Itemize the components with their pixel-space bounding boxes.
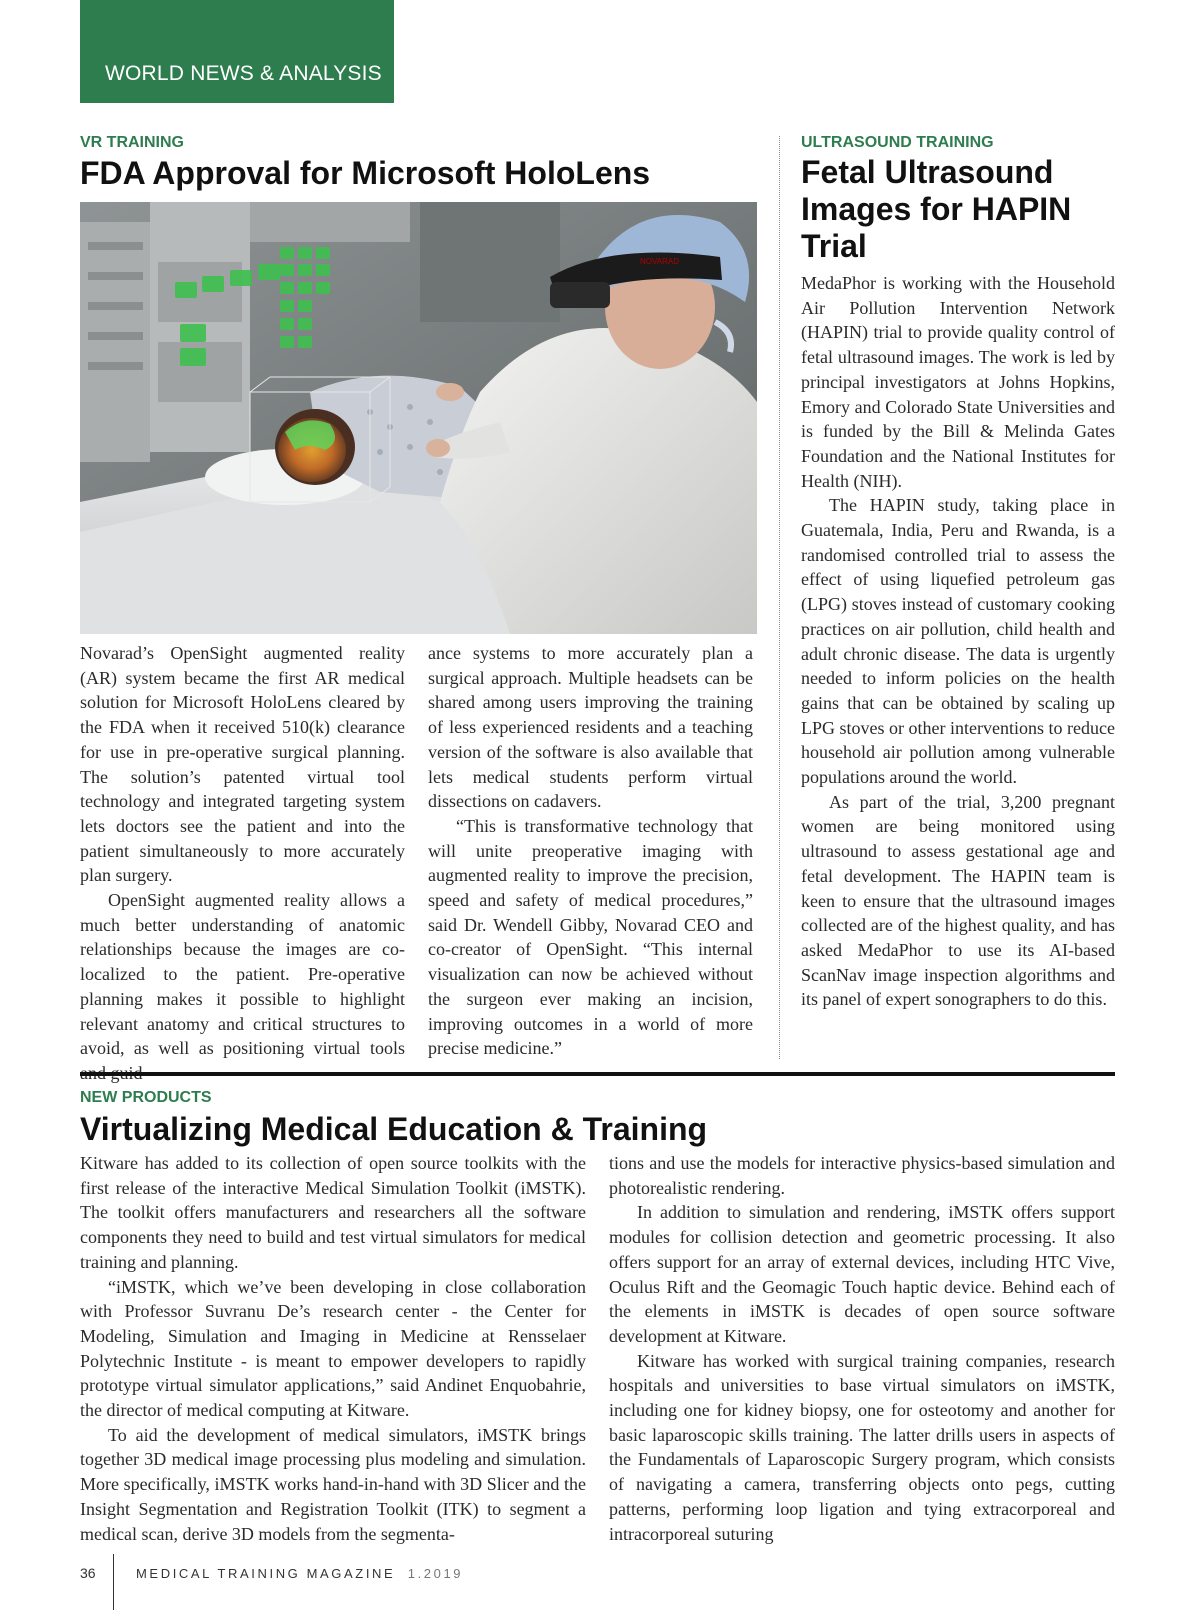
article1-col2-paragraph-2: “This is transformative technology that will unite preoperative imaging with augmented reality to improve the precision, speed and safety of medical procedures,” said Dr. Wendell Gibby, Novarad CEO and co-creator of OpenSight. “This internal visualization can now be achieved without the surgeon ever making an incision, improving outcomes in a world of more precise medicine.” bbox=[428, 815, 753, 1059]
article3-col1-paragraph-1: Kitware has added to its collection of open source toolkits with the first release of the interactive Medical Simulation Toolkit (iMSTK). The toolkit offers manufacturers and researchers all the software components they need to build and test virtual simulators for medical training and planning. bbox=[80, 1153, 586, 1272]
article3-headline: Virtualizing Medical Education & Training bbox=[80, 1111, 708, 1147]
article2-kicker: ULTRASOUND TRAINING bbox=[801, 134, 994, 151]
article2-paragraph-1: MedaPhor is working with the Household Air Pollution Intervention Network (HAPIN) trial to provide quality control of fetal ultrasound images. The work is led by principal investigators at Johns Hopkins, Emory and Colorado State Universities and is funded by the Bill & Melinda Gates Foundation and the National Institutes for Health (NIH). bbox=[801, 273, 1115, 491]
article1-col1-paragraph-1: Novarad’s OpenSight augmented reality (AR) system became the first AR medical solution for Microsoft HoloLens cleared by the FDA when it received 510(k) clearance for use in pre-operative surgical planning. The solution’s patented virtual tool technology and integrated targeting system lets doctors see the patient and into the patient simultaneously to more accurately plan surgery. bbox=[80, 643, 405, 886]
footer-divider bbox=[113, 1554, 114, 1610]
article3-kicker: NEW PRODUCTS bbox=[80, 1089, 212, 1106]
article3-column-2 bbox=[609, 1151, 1115, 1546]
headset-brand-text: NOVARAD bbox=[640, 257, 679, 266]
section-banner-label: WORLD NEWS & ANALYSIS bbox=[105, 62, 382, 85]
page-number: 36 bbox=[80, 1565, 96, 1581]
magazine-name: MEDICAL TRAINING MAGAZINE bbox=[136, 1566, 396, 1581]
footer-magazine-line bbox=[136, 1566, 463, 1581]
article3-col2-paragraph-1: tions and use the models for interactive physics-based simulation and photorealistic rendering. bbox=[609, 1153, 1115, 1198]
article2-headline: Fetal Ultrasound Images for HAPIN Trial bbox=[801, 154, 1072, 264]
section-banner bbox=[80, 0, 394, 103]
article2-column bbox=[801, 271, 1115, 1012]
article1-column-1 bbox=[80, 641, 405, 1086]
surgeon-hololens-illustration bbox=[80, 202, 757, 634]
article3-col1-paragraph-3: To aid the development of medical simulators, iMSTK brings together 3D medical image processing plus modeling and simulation. More specifically, iMSTK works hand-in-hand with 3D Slicer and the Insight Segmentation and Registration Toolkit (ITK) to segment a medical scan, derive 3D models from the segmenta- bbox=[80, 1424, 586, 1544]
article3-col1-paragraph-2: “iMSTK, which we’ve been developing in close collaboration with Professor Suvranu De’s research center - the Center for Modeling, Simulation and Imaging in Medicine at Rensselaer Polytechnic Institute - is meant to empower developers to rapidly prototype virtual simulator applications,” said Andinet Enquobahrie, the director of medical computing at Kitware. bbox=[80, 1276, 586, 1421]
article1-col1-paragraph-2: OpenSight augmented reality allows a much better understanding of anatomic relationships because the images are co-localized to the patient. Pre-operative planning makes it possible to highlight relevant anatomy and critical structures to avoid, as well as positioning virtual tools bbox=[80, 890, 405, 1059]
issue-date: 1.2019 bbox=[407, 1566, 464, 1581]
hololens-photo bbox=[80, 202, 757, 634]
section-rule bbox=[80, 1072, 1115, 1076]
article2-paragraph-3: As part of the trial, 3,200 pregnant women are being monitored using ultrasound to assess gestational age and fetal development. The HAPIN team is keen to ensure that the ultrasound images collected are of the highest quality, and has asked MedaPhor to use its AI-based ScanNav image inspection algorithms and its panel of expert sonographers to do this. bbox=[801, 791, 1115, 1010]
article2-paragraph-2: The HAPIN study, taking place in Guatemala, India, Peru and Rwanda, is a randomised controlled trial to assess the effect of using liquefied petroleum gas (LPG) stoves instead of customary cooking practices on air pollution, child health and adult chronic disease. The data is urgently needed to inform policies on the health gains that can be obtained by scaling up LPG stoves or other interventions to reduce household air pollution among vulnerable populations around the world. bbox=[801, 495, 1115, 788]
article3-col2-paragraph-3: Kitware has worked with surgical training companies, research hospitals and universities to base virtual simulators on iMSTK, including one for kidney biopsy, one for osteotomy and another for basic laparoscopic skills training. The latter drills users in aspects of the Fundamentals of Laparoscopic Surgery program, which consists of navigating a camera, transferring objects onto pegs, cutting patterns, performing loop ligation and tying extracorporeal and intracorporeal suturing bbox=[609, 1350, 1115, 1544]
article1-column-2 bbox=[428, 641, 753, 1061]
article1-kicker: VR TRAINING bbox=[80, 134, 184, 151]
column-divider bbox=[779, 136, 780, 1059]
article3-col2-paragraph-2: In addition to simulation and rendering, iMSTK offers support modules for collision detection and geometric processing. It also offers support for an array of external devices, including HTC Vive, Oculus Rift and the Geomagic Touch haptic device. Behind each of the elements in iMSTK is decades of open source software development at Kitware. bbox=[609, 1202, 1115, 1346]
article1-col2-paragraph-1: ance systems to more accurately plan a surgical approach. Multiple headsets can be shared among users improving the training of less experienced residents and a teaching version of the software is also available that lets medical students perform virtual dissections on cadavers. bbox=[428, 643, 753, 812]
article3-column-1 bbox=[80, 1151, 586, 1546]
article1-headline: FDA Approval for Microsoft HoloLens bbox=[80, 155, 651, 191]
